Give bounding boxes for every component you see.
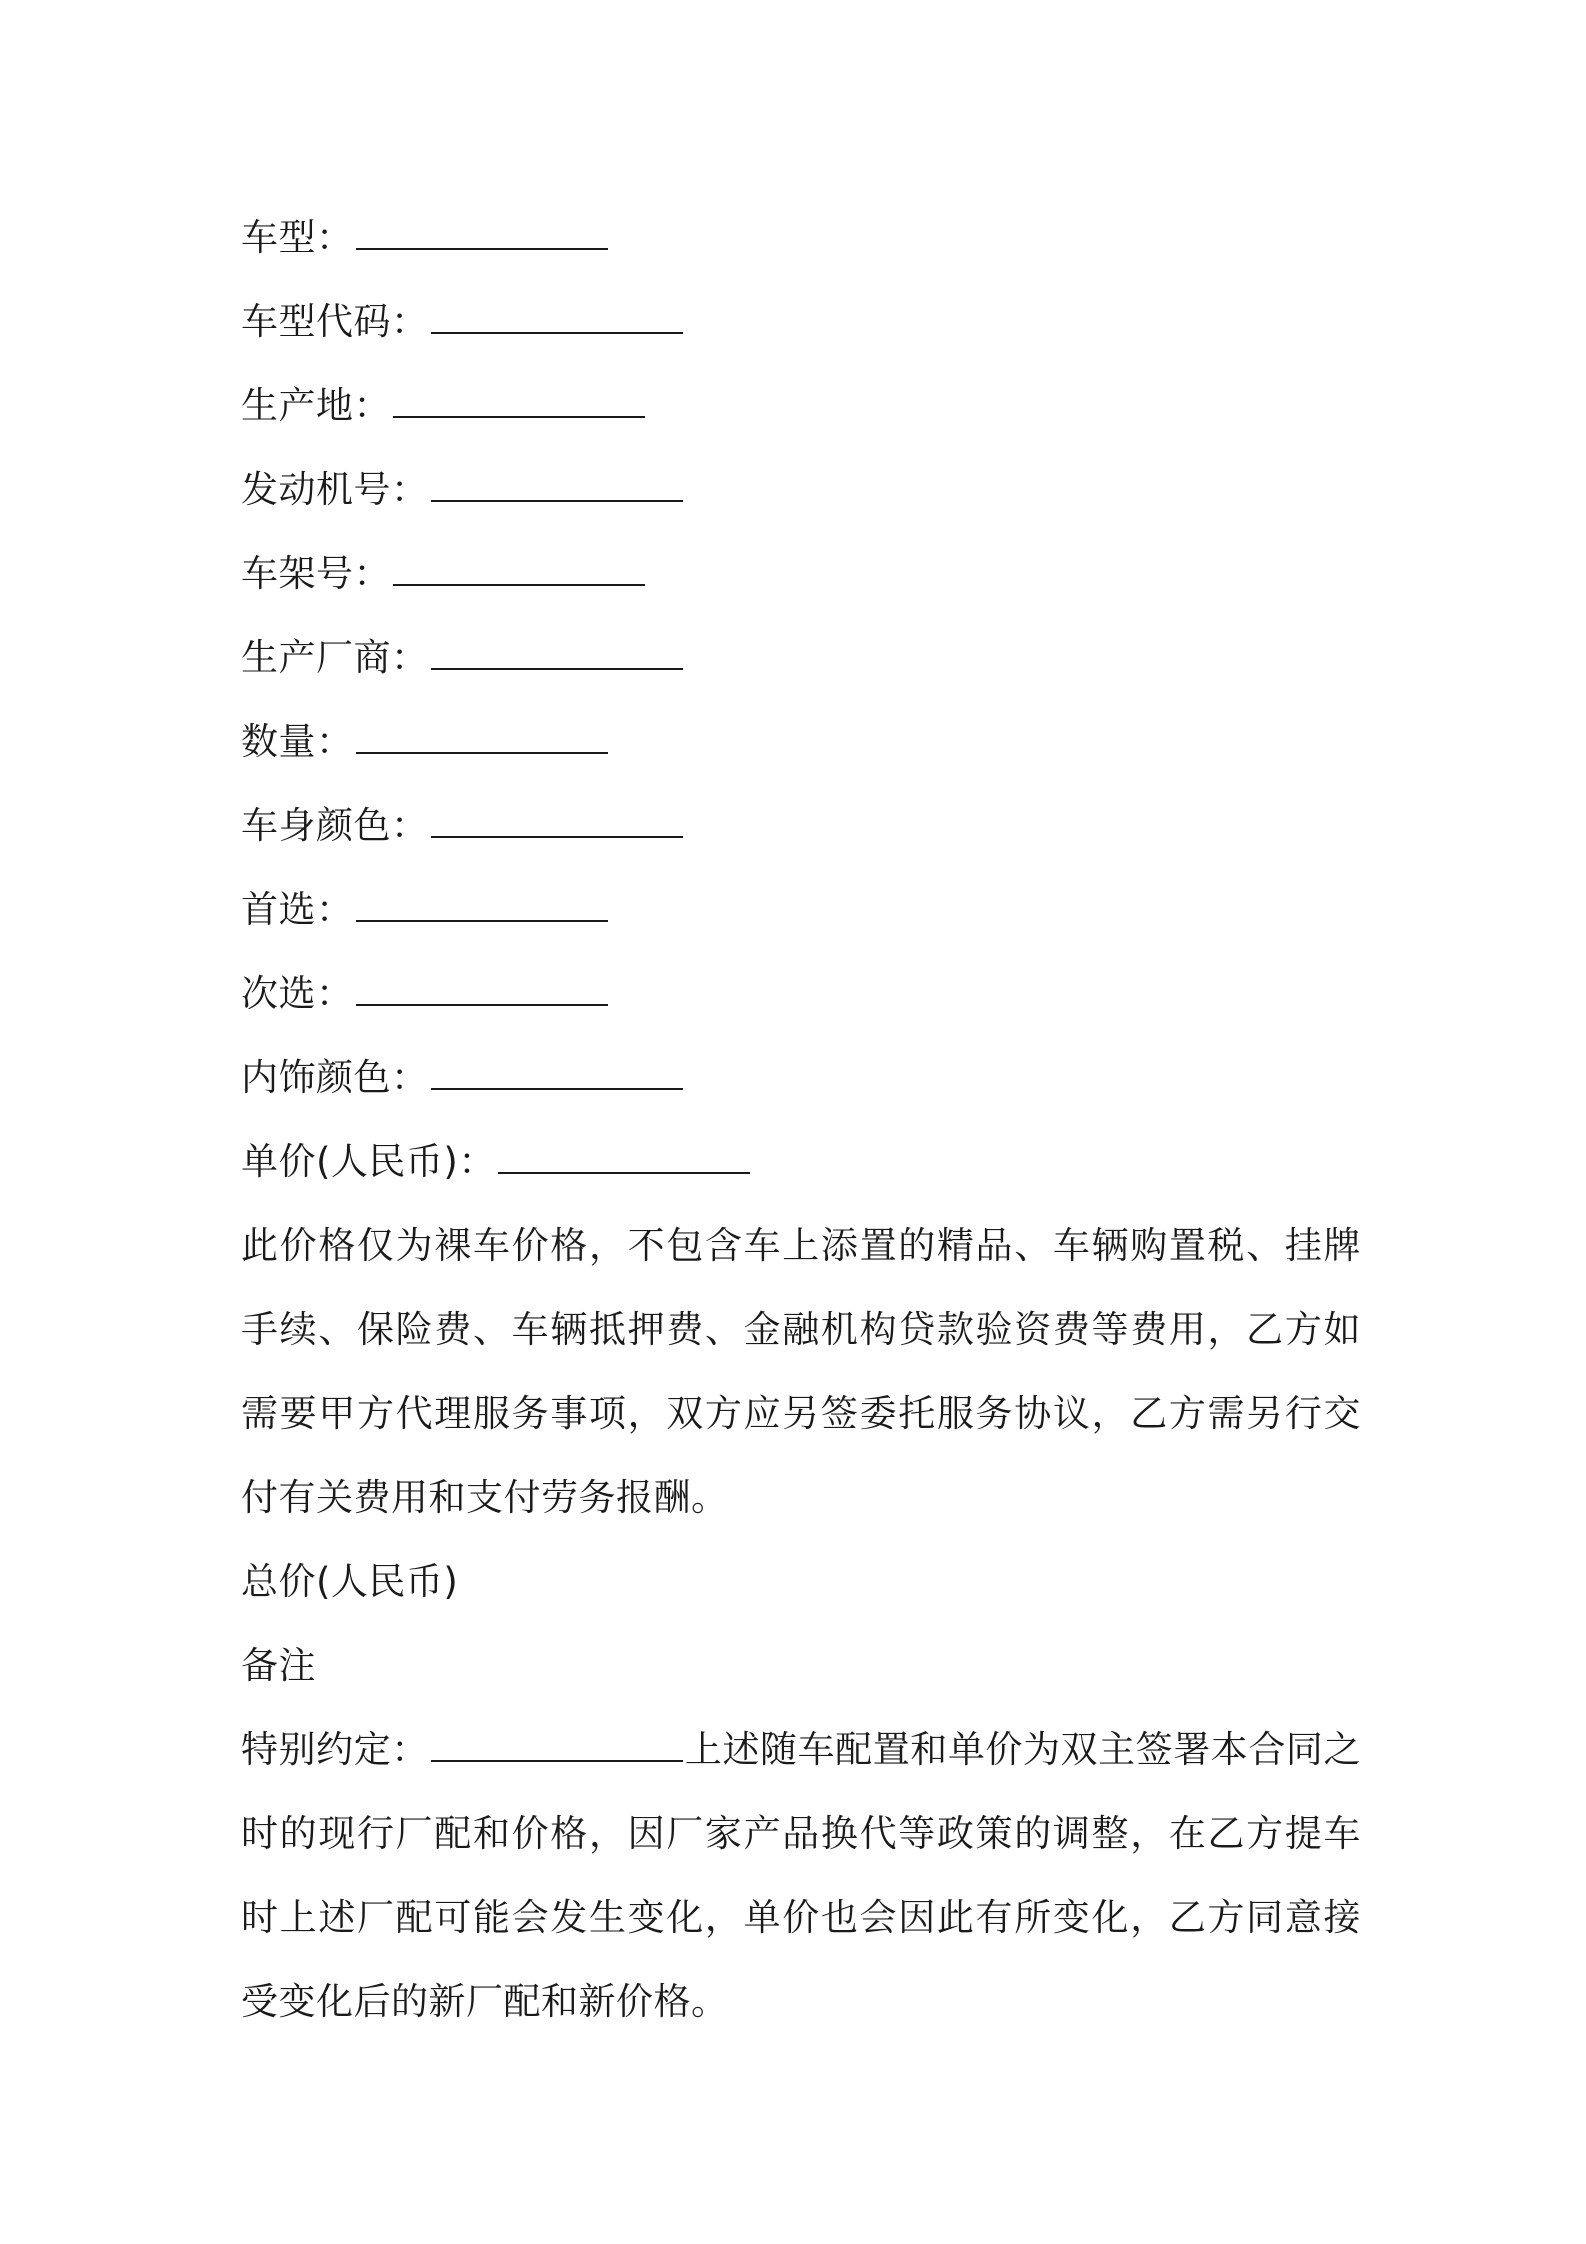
field-label: 发动机号： bbox=[241, 468, 429, 511]
field-label: 车型： bbox=[241, 216, 354, 259]
field-label: 车架号： bbox=[241, 552, 391, 595]
field-model-code bbox=[241, 280, 1361, 364]
fill-in-blank bbox=[393, 556, 645, 586]
fill-in-blank bbox=[431, 304, 683, 334]
field-manufacturer bbox=[241, 616, 1361, 700]
field-unit-price bbox=[241, 1120, 1361, 1204]
fill-in-blank bbox=[431, 1060, 683, 1090]
fill-in-blank bbox=[431, 472, 683, 502]
field-first-choice bbox=[241, 868, 1361, 952]
field-label: 生产厂商： bbox=[241, 636, 429, 679]
total-price-label: 总价(人民币) bbox=[241, 1560, 459, 1603]
field-label: 内饰颜色： bbox=[241, 1056, 429, 1099]
field-vehicle-model bbox=[241, 196, 1361, 280]
field-quantity bbox=[241, 700, 1361, 784]
fill-in-blank bbox=[356, 892, 608, 922]
field-label: 数量： bbox=[241, 720, 354, 763]
field-second-choice bbox=[241, 952, 1361, 1036]
field-body-color bbox=[241, 784, 1361, 868]
field-label: 车身颜色： bbox=[241, 804, 429, 847]
field-engine-number bbox=[241, 448, 1361, 532]
field-label: 单价(人民币)： bbox=[241, 1140, 496, 1183]
fill-in-blank bbox=[356, 976, 608, 1006]
field-place-of-production bbox=[241, 364, 1361, 448]
field-frame-number bbox=[241, 532, 1361, 616]
fill-in-blank bbox=[498, 1144, 750, 1174]
field-label: 首选： bbox=[241, 888, 354, 931]
fill-in-blank bbox=[431, 1732, 683, 1762]
field-label: 生产地： bbox=[241, 384, 391, 427]
remarks-label: 备注 bbox=[241, 1644, 316, 1687]
special-agreement-label: 特别约定： bbox=[241, 1728, 429, 1771]
special-agreement-text: 上述随车配置和单价为双主签署本合同之时的现行厂配和价格，因厂家产品换代等政策的调整，在乙方提车时上述厂配可能会发生变化，单价也会因此有所变化，乙方同意接受变化后的新厂配和新价格。 bbox=[241, 1728, 1362, 2023]
fill-in-blank bbox=[356, 220, 608, 250]
field-interior-color bbox=[241, 1036, 1361, 1120]
fill-in-blank bbox=[393, 388, 645, 418]
special-agreement-paragraph bbox=[241, 1708, 1361, 2044]
fill-in-blank bbox=[431, 808, 683, 838]
field-label: 车型代码： bbox=[241, 300, 429, 343]
contract-page bbox=[241, 196, 1361, 2044]
price-note-paragraph: 此价格仅为裸车价格，不包含车上添置的精品、车辆购置税、挂牌手续、保险费、车辆抵押费、金融机构贷款验资费等费用，乙方如需要甲方代理服务事项，双方应另签委托服务协议，乙方需另行交付有关费用和支付劳务报酬。 bbox=[241, 1224, 1361, 1519]
fill-in-blank bbox=[431, 640, 683, 670]
fill-in-blank bbox=[356, 724, 608, 754]
field-label: 次选： bbox=[241, 972, 354, 1015]
